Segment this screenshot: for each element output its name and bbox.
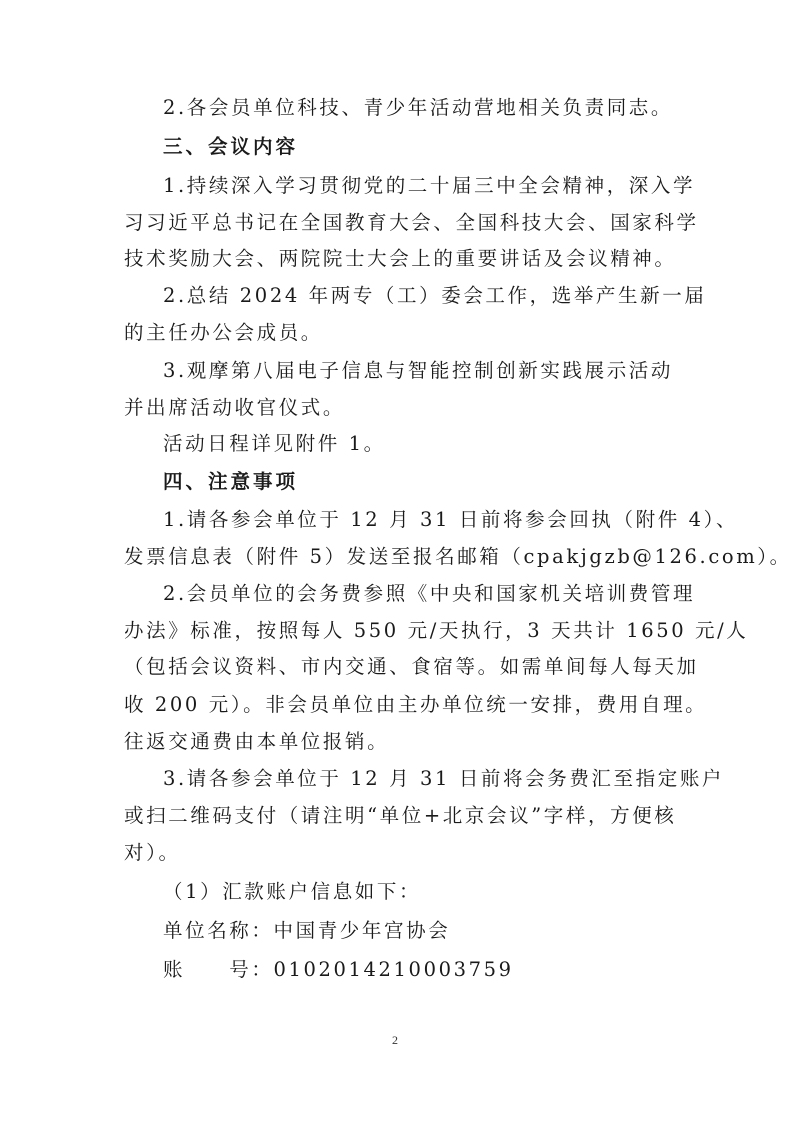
text-line: 收 200 元）。非会员单位由主办单位统一安排，费用自理。 xyxy=(124,693,708,716)
text-line: 1.请各参会单位于 12 月 31 日前将参会回执（附件 4）、 xyxy=(163,508,739,531)
section-heading-meeting-content: 三、会议内容 xyxy=(163,135,299,158)
text-line: 对）。 xyxy=(124,841,181,864)
text-line: 习习近平总书记在全国教育大会、全国科技大会、国家科学 xyxy=(124,211,699,234)
text-line: 技术奖励大会、两院院士大会上的重要讲话及会议精神。 xyxy=(124,247,677,270)
text-line: 1.持续深入学习贯彻党的二十届三中全会精神，深入学 xyxy=(163,174,696,197)
text-line: 2.会员单位的会务费参照《中央和国家机关培训费管理 xyxy=(163,582,696,605)
text-line: 的主任办公会成员。 xyxy=(124,321,323,344)
text-line: 办法》标准，按照每人 550 元/天执行，3 天共计 1650 元/人 xyxy=(124,619,749,642)
text-line: 并出席活动收官仪式。 xyxy=(124,396,346,419)
section-heading-notes: 四、注意事项 xyxy=(163,470,299,493)
account-number-line: 账 号：0102014210003759 xyxy=(163,958,514,981)
text-line: 往返交通费由本单位报销。 xyxy=(124,730,390,753)
page-number: 2 xyxy=(392,1033,398,1047)
text-line: （1）汇款账户信息如下： xyxy=(163,880,422,903)
account-name-line: 单位名称：中国青少年宫协会 xyxy=(163,919,451,942)
text-line: 活动日程详见附件 1。 xyxy=(163,432,386,455)
text-line: 或扫二维码支付（请注明“单位+北京会议”字样，方便核 xyxy=(124,804,677,827)
text-line: 3.观摩第八届电子信息与智能控制创新实践展示活动 xyxy=(163,359,674,382)
text-line: 2.总结 2024 年两专（工）委会工作，选举产生新一届 xyxy=(163,284,707,307)
text-line: 3.请各参会单位于 12 月 31 日前将会务费汇至指定账户 xyxy=(163,767,725,790)
text-line: （包括会议资料、市内交通、食宿等。如需单间每人每天加 xyxy=(124,655,699,678)
text-line: 2.各会员单位科技、青少年活动营地相关负责同志。 xyxy=(163,96,674,119)
text-line: 发票信息表（附件 5）发送至报名邮箱（cpakjgzb@126.com）。 xyxy=(124,545,792,568)
